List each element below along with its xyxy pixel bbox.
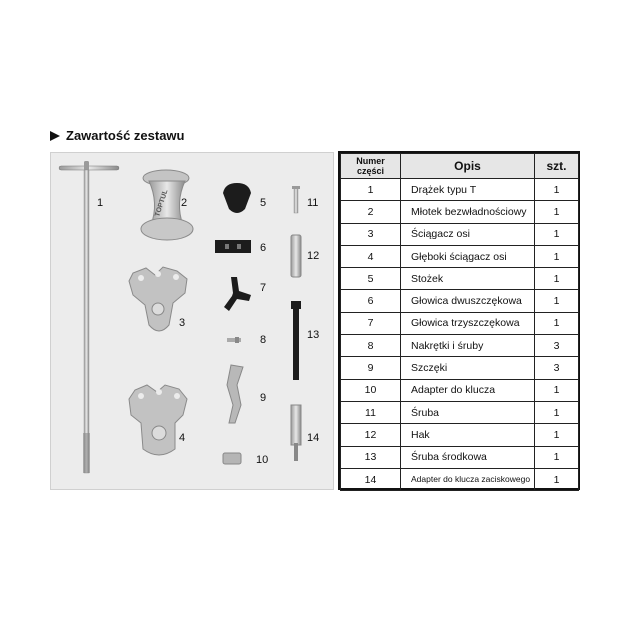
cell-description: Hak: [401, 424, 535, 446]
cell-quantity: 1: [535, 379, 579, 401]
header-description: Opis: [401, 154, 535, 179]
cell-number: 13: [341, 446, 401, 468]
three-jaw-head-part: [224, 277, 251, 311]
cell-number: 3: [341, 223, 401, 245]
cell-number: 8: [341, 335, 401, 357]
part-label-5: 5: [260, 197, 267, 209]
cell-quantity: 3: [535, 335, 579, 357]
part-label-7: 7: [260, 282, 267, 294]
table-row: [341, 379, 579, 401]
wrench-adapter-part: [223, 453, 241, 464]
brand-label: TOPTUL: [154, 188, 170, 218]
hook-part: [291, 235, 301, 277]
cell-description: Szczęki: [401, 357, 535, 379]
parts-table-wrapper: [338, 151, 580, 490]
screw-part: [292, 186, 300, 213]
deep-axle-puller-part: [129, 385, 187, 455]
cell-quantity: 1: [535, 312, 579, 334]
section-heading: [50, 128, 185, 143]
table-row: [341, 401, 579, 423]
table-row: [341, 357, 579, 379]
cone-part: [223, 183, 251, 213]
cell-quantity: 1: [535, 468, 579, 490]
table-row: [341, 290, 579, 312]
cell-description: Drążek typu T: [401, 179, 535, 201]
part-label-9: 9: [260, 392, 267, 404]
cell-description: Adapter do klucza zaciskowego: [401, 468, 535, 490]
part-label-13: 13: [307, 329, 320, 341]
cell-description: Śruba środkowa: [401, 446, 535, 468]
cell-quantity: 1: [535, 424, 579, 446]
table-row: [341, 424, 579, 446]
part-label-12: 12: [307, 250, 320, 262]
two-jaw-head-part: [215, 240, 251, 253]
cell-quantity: 1: [535, 401, 579, 423]
parts-illustration: [51, 153, 333, 489]
cell-description: Ściągacz osi: [401, 223, 535, 245]
parts-table: [340, 153, 579, 491]
cell-number: 11: [341, 401, 401, 423]
table-row: [341, 268, 579, 290]
table-row: [341, 312, 579, 334]
table-header-row: [341, 154, 579, 179]
cell-number: 9: [341, 357, 401, 379]
part-label-14: 14: [307, 432, 320, 444]
cell-number: 14: [341, 468, 401, 490]
table-row: [341, 446, 579, 468]
part-label-10: 10: [256, 454, 269, 466]
cell-description: Głowica trzyszczękowa: [401, 312, 535, 334]
header-number: Numer części: [341, 154, 401, 179]
cell-quantity: 3: [535, 357, 579, 379]
cell-description: Stożek: [401, 268, 535, 290]
clamp-adapter-part: [291, 405, 301, 461]
play-arrow-icon: [50, 131, 60, 141]
cell-quantity: 1: [535, 179, 579, 201]
cell-quantity: 1: [535, 290, 579, 312]
cell-description: Nakrętki i śruby: [401, 335, 535, 357]
cell-number: 5: [341, 268, 401, 290]
cell-quantity: 1: [535, 268, 579, 290]
jaws-part: [227, 365, 243, 423]
cell-description: Głowica dwuszczękowa: [401, 290, 535, 312]
cell-number: 10: [341, 379, 401, 401]
part-label-1: 1: [97, 197, 104, 209]
t-bar-part: [59, 161, 119, 473]
cell-number: 2: [341, 201, 401, 223]
part-label-4: 4: [179, 432, 186, 444]
cell-description: Adapter do klucza: [401, 379, 535, 401]
cell-number: 7: [341, 312, 401, 334]
cell-quantity: 1: [535, 201, 579, 223]
cell-description: Śruba: [401, 401, 535, 423]
cell-quantity: 1: [535, 223, 579, 245]
part-label-3: 3: [179, 317, 186, 329]
section-title: Zawartość zestawu: [66, 128, 185, 143]
cell-description: Młotek bezwładnościowy: [401, 201, 535, 223]
cell-quantity: 1: [535, 245, 579, 267]
table-row: [341, 223, 579, 245]
cell-description: Głęboki ściągacz osi: [401, 245, 535, 267]
header-quantity: szt.: [535, 154, 579, 179]
table-row: [341, 335, 579, 357]
cell-number: 4: [341, 245, 401, 267]
center-screw-part: [291, 301, 301, 380]
cell-number: 1: [341, 179, 401, 201]
cell-quantity: 1: [535, 446, 579, 468]
nuts-bolts-part: [227, 337, 241, 343]
part-label-6: 6: [260, 242, 267, 254]
table-row: [341, 245, 579, 267]
table-row: [341, 179, 579, 201]
cell-number: 12: [341, 424, 401, 446]
table-row: [341, 468, 579, 490]
cell-number: 6: [341, 290, 401, 312]
part-label-8: 8: [260, 334, 267, 346]
part-label-2: 2: [181, 197, 188, 209]
part-label-11: 11: [307, 197, 319, 209]
table-row: [341, 201, 579, 223]
parts-photo: [50, 152, 334, 490]
